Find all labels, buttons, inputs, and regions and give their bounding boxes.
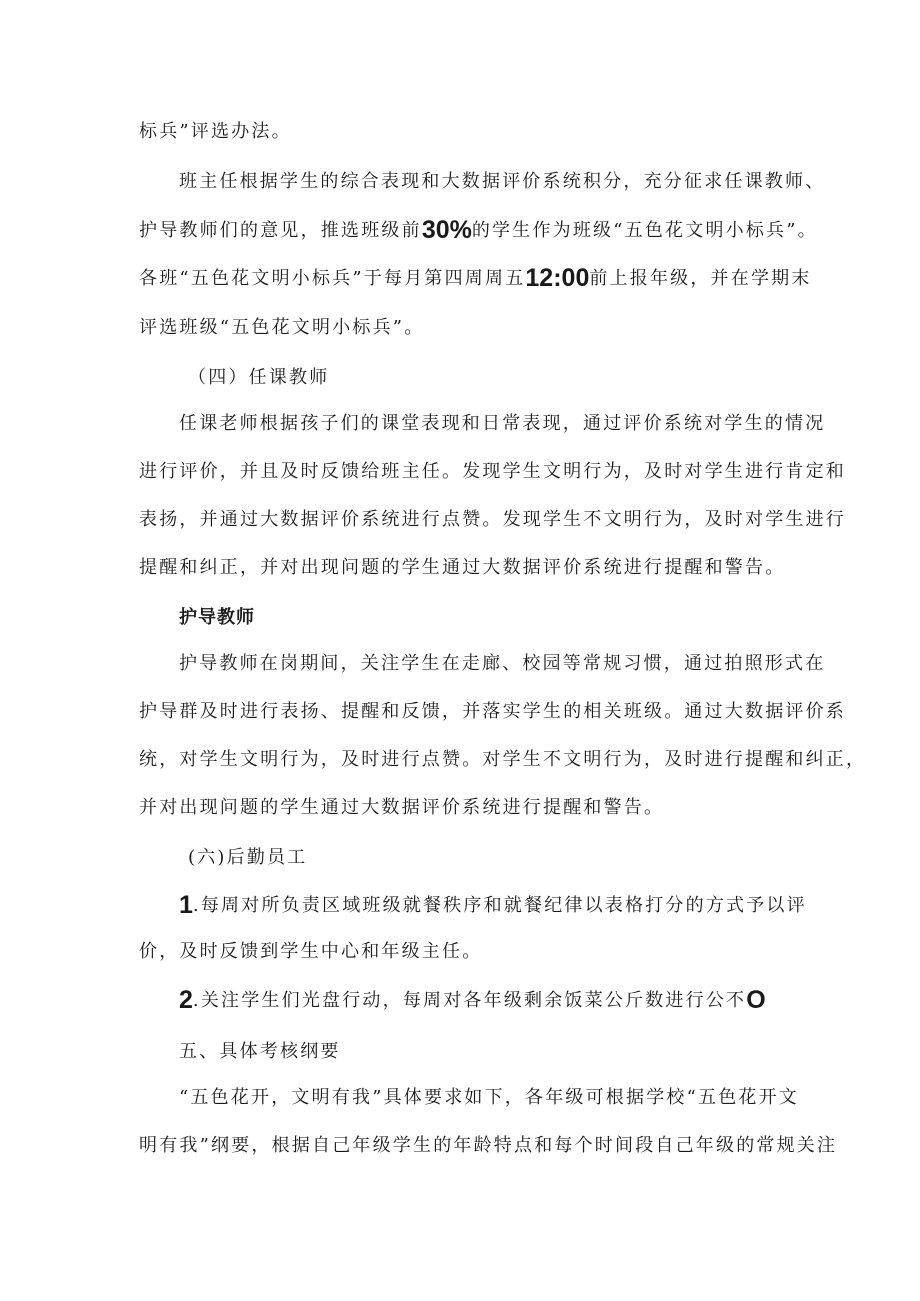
text-line: 护导群及时进行表扬、提醒和反馈，并落实学生的相关班级。通过大数据评价系 (139, 701, 846, 722)
text-line: 进行评价，并且及时反馈给班主任。发现学生文明行为，及时对学生进行肯定和 (139, 461, 846, 482)
text-line: 提醒和纠正，并对出现问题的学生通过大数据评价系统进行提醒和警告。 (139, 557, 786, 578)
section-heading: （四）任课教师 (188, 367, 330, 388)
list-number: 1 (179, 891, 193, 919)
section-heading: 护导教师 (179, 607, 255, 628)
text-line: “五色花开，文明有我”具体要求如下，各年级可根据学校“五色花开文 (179, 1087, 800, 1108)
text-line: 标兵”评选办法。 (139, 121, 292, 142)
text-segment: .每周对所负责区域班级就餐秩序和就餐纪律以表格打分的方式予以评 (192, 895, 807, 916)
text-line: 并对出现问题的学生通过大数据评价系统进行提醒和警告。 (139, 797, 665, 818)
section-heading: (六)后勤员工 (188, 847, 308, 868)
text-segment: O (746, 986, 766, 1014)
text-line: 班主任根据学生的综合表现和大数据评价系统积分，充分征求任课教师、 (179, 171, 826, 192)
text-line (139, 266, 812, 291)
text-segment: 护导教师们的意见，推选班级前 (139, 220, 422, 241)
list-number: 2 (179, 986, 193, 1014)
text-line: 任课老师根据孩子们的课堂表现和日常表现，通过评价系统对学生的情况 (179, 413, 826, 434)
text-line: 护导教师在岗期间，关注学生在走廊、校园等常规习惯，通过拍照形式在 (179, 653, 826, 674)
text-line (179, 988, 766, 1013)
text-line: 评选班级“五色花文明小标兵”。 (139, 317, 425, 338)
percent-value: 30% (421, 216, 472, 244)
text-line (179, 893, 807, 918)
section-heading: 五、具体考核纲要 (179, 1041, 341, 1062)
text-line: 价，及时反馈到学生中心和年级主任。 (139, 941, 483, 962)
text-segment: 前上报年级，并在学期末 (589, 268, 812, 289)
text-segment: 各班“五色花文明小标兵”于每月第四周周五 (139, 268, 526, 289)
text-line: 统，对学生文明行为，及时进行点赞。对学生不文明行为，及时进行提醒和纠正， (139, 749, 867, 770)
time-value: 12:00 (525, 264, 590, 292)
text-line: 明有我”纲要，根据自己年级学生的年龄特点和每个时间段自己年级的常规关注 (139, 1135, 838, 1156)
text-line (139, 218, 818, 243)
text-segment: .关注学生们光盘行动，每周对各年级剩余饭菜公斤数进行公不 (192, 990, 747, 1011)
text-line: 表扬，并通过大数据评价系统进行点赞。发现学生不文明行为，及时对学生进行 (139, 509, 846, 530)
text-segment: 的学生作为班级“五色花文明小标兵”。 (471, 220, 818, 241)
